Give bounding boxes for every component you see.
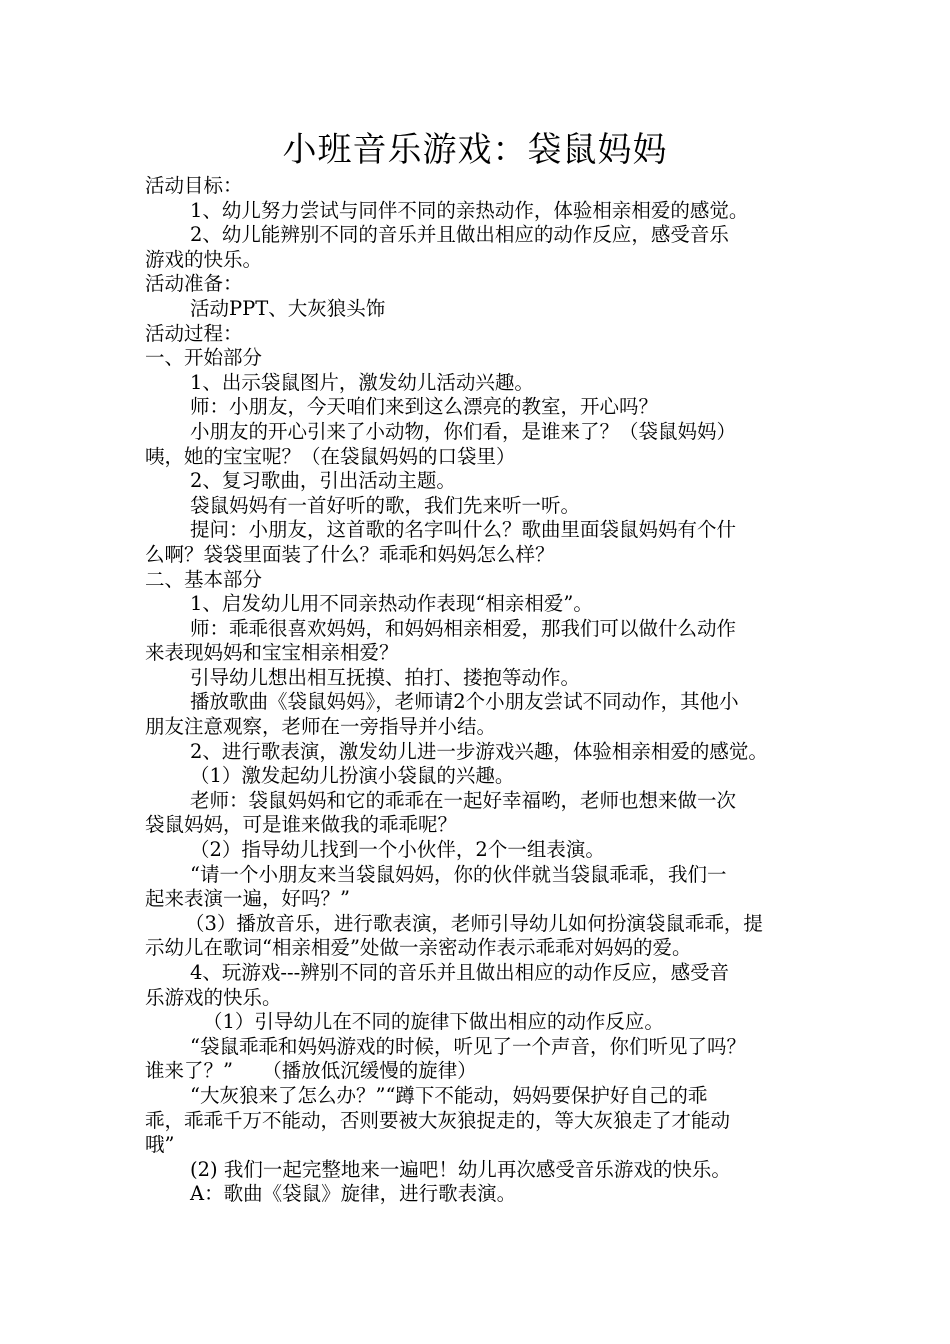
section-heading-part-two: 二、基本部分 [145,567,263,591]
paragraph-line: 谁来了？” （播放低沉缓慢的旋律） [145,1059,477,1083]
paragraph-line: （1）激发起幼儿扮演小袋鼠的兴趣。 [190,764,515,788]
paragraph-line: 哦” [145,1133,175,1157]
paragraph-line: 2、复习歌曲，引出活动主题。 [190,469,456,493]
paragraph-line: 1、出示袋鼠图片，激发幼儿活动兴趣。 [190,370,534,394]
paragraph-line: （1）引导幼儿在不同的旋律下做出相应的动作反应。 [203,1010,664,1034]
document-body [145,174,821,1207]
paragraph-line: 乖，乖乖千万不能动，否则要被大灰狼捉走的，等大灰狼走了才能动 [145,1108,731,1132]
paragraph-line: 1、启发幼儿用不同亲热动作表现“相亲相爱”。 [190,592,593,616]
paragraph-line: 起来表演一遍，好吗？” [145,887,350,911]
paragraph-line: 小朋友的开心引来了小动物，你们看，是谁来了？（袋鼠妈妈） [190,419,737,443]
paragraph-line: 示幼儿在歌词“相亲相爱”处做一亲密动作表示乖乖对妈妈的爱。 [145,936,692,960]
paragraph-line: “请一个小朋友来当袋鼠妈妈，你的伙伴就当袋鼠乖乖，我们一 [190,862,727,886]
paragraph-line: 引导幼儿想出相互抚摸、拍打、搂抱等动作。 [190,665,581,689]
paragraph-line: (2) 我们一起完整地来一遍吧！幼儿再次感受音乐游戏的快乐。 [190,1157,731,1181]
paragraph-line: 2、进行歌表演，激发幼儿进一步游戏兴趣，体验相亲相爱的感觉。 [190,739,768,763]
paragraph-line: 4、玩游戏---辨别不同的音乐并且做出相应的动作反应，感受音 [190,961,730,984]
paragraph-line: 提问：小朋友，这首歌的名字叫什么？歌曲里面袋鼠妈妈有个什 [190,518,737,542]
paragraph-line: A：歌曲《袋鼠》旋律，进行歌表演。 [190,1182,517,1206]
paragraph-line: （2）指导幼儿找到一个小伙伴，2个一组表演。 [190,838,605,862]
paragraph-line: “大灰狼来了怎么办？”“蹲下不能动，妈妈要保护好自己的乖 [190,1083,708,1107]
document-title: 小班音乐游戏：袋鼠妈妈 [282,130,668,170]
paragraph-line: 袋鼠妈妈，可是谁来做我的乖乖呢？ [145,813,458,837]
section-heading-process: 活动过程： [145,321,243,345]
paragraph-line: 么啊？袋袋里面装了什么？乖乖和妈妈怎么样？ [145,542,555,566]
paragraph-line: 袋鼠妈妈有一首好听的歌，我们先来听一听。 [190,493,581,517]
paragraph-line: 活动PPT、大灰狼头饰 [190,296,386,320]
section-heading-goals: 活动目标： [145,174,243,197]
section-heading-preparation: 活动准备： [145,272,243,296]
paragraph-line: 老师：袋鼠妈妈和它的乖乖在一起好幸福哟，老师也想来做一次 [190,788,737,812]
paragraph-line: “袋鼠乖乖和妈妈游戏的时候，听见了一个声音，你们听见了吗？ [190,1034,746,1058]
paragraph-line: 乐游戏的快乐。 [145,985,282,1009]
paragraph-line: 师：乖乖很喜欢妈妈，和妈妈相亲相爱，那我们可以做什么动作 [190,616,737,640]
paragraph-line: 来表现妈妈和宝宝相亲相爱？ [145,641,399,665]
paragraph-line: 1、幼儿努力尝试与同伴不同的亲热动作，体验相亲相爱的感觉。 [190,198,749,222]
section-heading-part-one: 一、开始部分 [145,346,263,370]
paragraph-line: 朋友注意观察，老师在一旁指导并小结。 [145,715,497,739]
paragraph-line: 游戏的快乐。 [145,247,263,271]
paragraph-line: （3）播放音乐，进行歌表演，老师引导幼儿如何扮演袋鼠乖乖，提 [185,911,763,935]
paragraph-line: 师：小朋友，今天咱们来到这么漂亮的教室，开心吗？ [190,395,659,419]
paragraph-line: 咦，她的宝宝呢？（在袋鼠妈妈的口袋里） [145,444,516,468]
paragraph-line: 播放歌曲《袋鼠妈妈》，老师请2个小朋友尝试不同动作，其他小 [190,690,739,714]
paragraph-line: 2、幼儿能辨别不同的音乐并且做出相应的动作反应，感受音乐 [190,223,729,247]
